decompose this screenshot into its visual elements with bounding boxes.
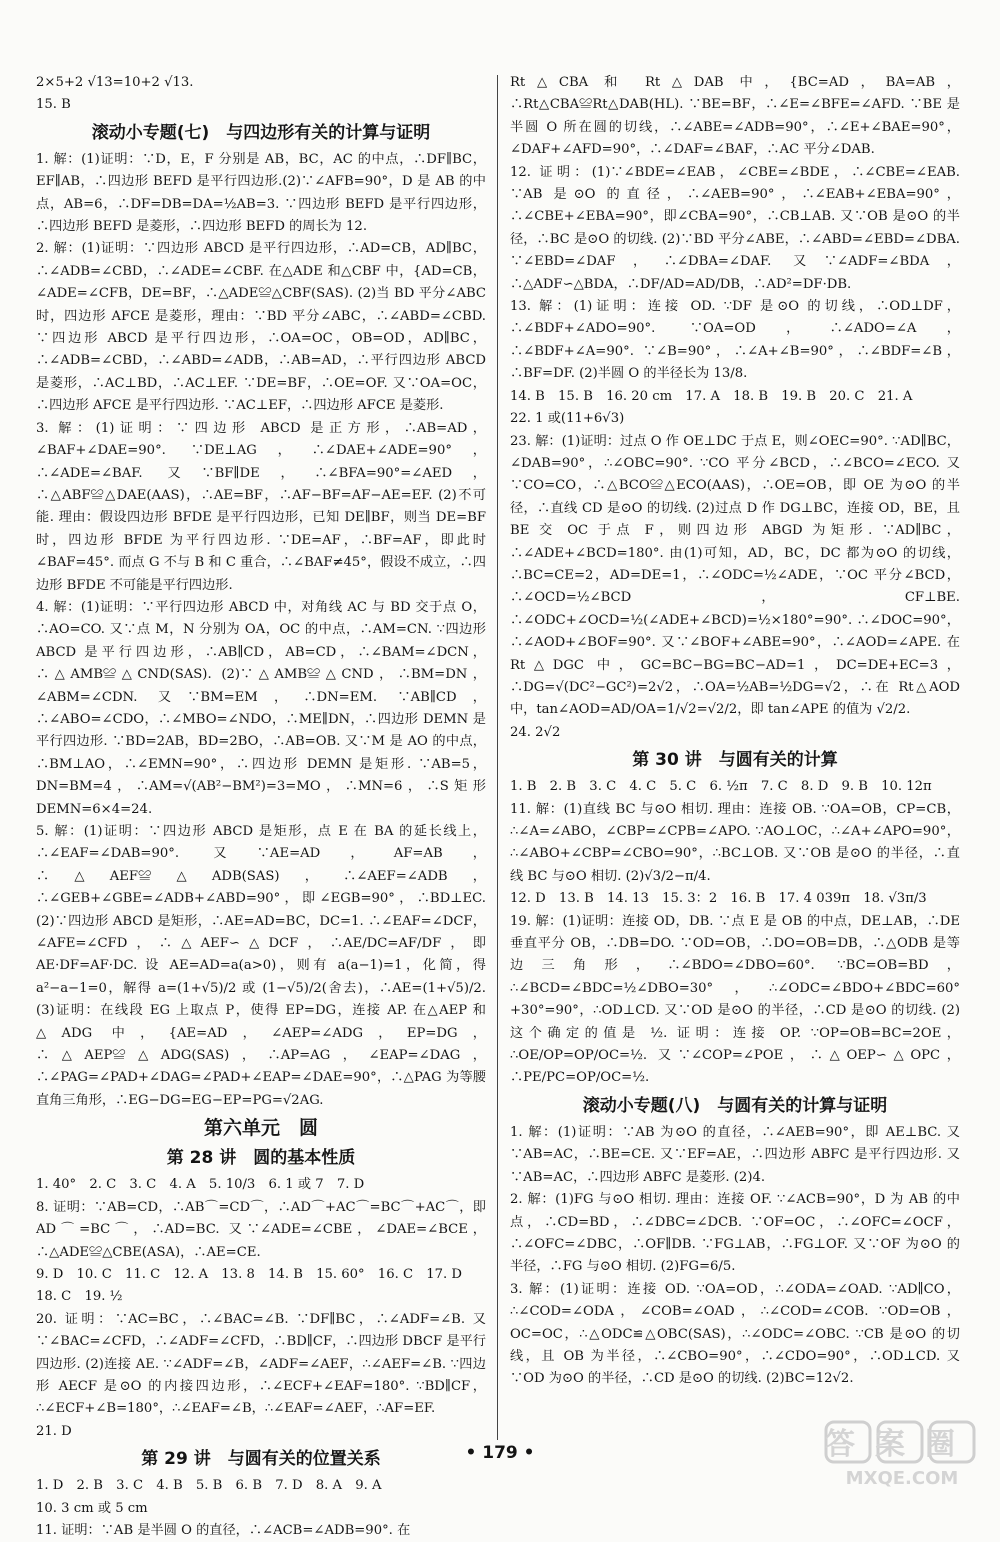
answer-paragraph: 11. 证明：∵AB 是半圆 O 的直径，∴∠ACB=∠ADB=90°. 在 [36, 1522, 411, 1538]
section-heading: 滚动小专题(八) 与圆有关的计算与证明 [582, 1095, 888, 1116]
section-heading: 第 28 讲 圆的基本性质 [166, 1148, 356, 1169]
answer-paragraph: 9. D 10. C 11. C 12. A 13. 8 14. B 15. 60° 16. C 17. D [36, 1266, 462, 1282]
answer-paragraph: 1. 40° 2. C 3. C 4. A 5. 10/3 6. 1 或 7 7. D [36, 1177, 365, 1193]
answer-paragraph: 2. 解：(1)FG 与⊙O 相切. 理由：连接 OF. ∵∠ACB=90°，D 为 AB 的中点，∴CD=BD，∴∠DBC=∠DCB. ∵OF=OC，∴∠OFC=∠OCF，∴∠OFC=∠DBC，∴OF∥DB. ∵FG⊥AB，∴FG⊥OF. 又∵OF 为⊙O 的半径，∴FG 与⊙O 相切. (2)FG=6/5. [510, 1192, 960, 1275]
watermark-url: MXQE.COM [845, 1468, 959, 1489]
answer-paragraph: 12. D 13. B 14. 13 15. 3：2 16. B 17. 4 039π 18. √3π/3 [510, 891, 927, 907]
column-divider [497, 75, 498, 1440]
answer-paragraph: 18. C 19. ½ [36, 1289, 123, 1305]
answer-paragraph: 11. 解：(1)直线 BC 与⊙O 相切. 理由：连接 OB. ∵OA=OB，CP=CB，∴∠A=∠ABO，∠CBP=∠CPB=∠APO. ∵AO⊥OC，∴∠A+∠APO=90°，∴∠ABO+∠CBP=∠CBO=90°，∴BC⊥OB. 又∵OB 是⊙O 的半径，∴直线 BC 与⊙O 相切. (2)√3/2−π/4. [510, 801, 960, 884]
answer-paragraph: 21. D [36, 1423, 72, 1439]
page-number: • 179 • [465, 1443, 535, 1463]
answer-paragraph: 12. 证明：(1)∵∠BDE=∠EAB，∠CBE=∠BDE，∴∠CBE=∠EAB. ∵AB 是⊙O 的直径，∴∠AEB=90°，∴∠EAB+∠EBA=90°，∴∠CBE+∠EBA=90°，即∠CBA=90°，∴CB⊥AB. 又∵OB 是⊙O 的半径，∴BC 是⊙O 的切线. (2)∵BD 平分∠ABE，∴∠ABD=∠EBD=∠DBA. ∵∠EBD=∠DAF，∴∠DBA=∠DAF. 又∵∠ADF=∠BDA，∴△ADF∽△BDA，∴DF/AD=AD/DB，∴AD²=DF·DB. [510, 164, 960, 292]
section-heading: 第 30 讲 与圆有关的计算 [632, 750, 838, 771]
answer-paragraph: 23. 解：(1)证明：过点 O 作 OE⊥DC 于点 E，则∠OEC=90°. ∵AD∥BC，∠DAB=90°，∴∠OBC=90°. ∵CO 平分∠BCD，∴∠BCO=∠ECO. 又∵CO=CO，∴△BCO≌△ECO(AAS)，∴OE=OB，即 OE 为⊙O 的半径，∴直线 CD 是⊙O 的切线. (2)过点 D 作 DG⊥BC，连接 OD，BE，且 BE 交 OC 于点 F，则四边形 ABGD 为矩形. ∵AD∥BC，∴∠ADE+∠BCD=180°. 由(1)可知，AD，BC，DC 都为⊙O 的切线，∴BC=CE=2，AD=DE=1，∴∠ODC=½∠ADE，∵OC 平分∠BCD，∴∠OCD=½∠BCD，CF⊥BE. ∴∠ODC+∠OCD=½(∠ADE+∠BCD)=½×180°=90°. ∴∠DOC=90°，∴∠AOD+∠BOF=90°. 又∵∠BOF+∠ABE=90°，∴∠AOD=∠APE. 在 Rt△DGC 中，GC=BC−BG=BC−AD=1，DC=DE+EC=3，∴DG=√(DC²−GC²)=2√2，∴OA=½AB=½DG=√2，∴在 Rt△AOD 中，tan∠AOD=AD/OA=1/√2=√2/2，即 tan∠APE 的值为 √2/2. [510, 433, 960, 718]
section-heading: 滚动小专题(七) 与四边形有关的计算与证明 [91, 122, 431, 143]
answer-paragraph: 1. D 2. B 3. C 4. B 5. B 6. B 7. D 8. A 9. A [36, 1478, 382, 1494]
answer-paragraph: 4. 解：(1)证明：∵平行四边形 ABCD 中，对角线 AC 与 BD 交于点 O，∴AO=CO. 又∵点 M，N 分别为 OA，OC 的中点，∴AM=CN. ∵四边形 ABCD 是平行四边形，∴AB∥CD，AB=CD，∴∠BAM=∠DCN，∴△AMB≌△CND(SAS). (2)∵△AMB≌△CND，∴BM=DN，∠ABM=∠CDN. 又∵BM=EM，∴DN=EM. ∵AB∥CD，∴∠ABO=∠CDO，∴∠MBO=∠NDO，∴ME∥DN，∴四边形 DEMN 是平行四边形. ∵BD=2AB，BD=2BO，∴AB=OB. 又∵M 是 AO 的中点，∴BM⊥AO，∴∠EMN=90°，∴四边形 DEMN 是矩形. ∵AB=5，DN=BM=4，∴AM=√(AB²−BM²)=3=MO，∴MN=6，∴S矩形DEMN=6×4=24. [36, 599, 486, 817]
answer-paragraph: 22. 1 或(11+6√3) [510, 411, 625, 427]
answer-paragraph: 3. 解：(1)证明：∵四边形 ABCD 是正方形，∴AB=AD，∠BAF+∠DAE=90°. ∵DE⊥AG，∴∠DAE+∠ADE=90°，∴∠ADE=∠BAF. 又∵BF∥DE，∴∠BFA=90°=∠AED，∴△ABF≌△DAE(AAS)，∴AE=BF，∴AF−BF=AF−AE=EF. (2)不可能. 理由：假设四边形 BFDE 是平行四边形，已知 DE∥BF，则当 DE=BF 时，四边形 BFDE 为平行四边形. ∵DE=AF，∴BF=AF，即此时∠BAF=45°. 而点 G 不与 B 和 C 重合，∴∠BAF≠45°，假设不成立，∴四边形 BFDE 不可能是平行四边形. [36, 420, 486, 593]
answer-paragraph: 24. 2√2 [510, 724, 561, 740]
answer-paragraph: 1. 解：(1)证明：∵D，E，F 分别是 AB，BC，AC 的中点，∴DF∥BC，EF∥AB，∴四边形 BEFD 是平行四边形.(2)∵∠AFB=90°，D 是 AB 的中点，AB=6，∴DF=DB=DA=½AB=3. ∵四边形 BEFD 是平行四边形，∴四边形 BEFD 是菱形，∴四边形 BEFD 的周长为 12. [36, 151, 486, 235]
watermark-text: 答案圈 [825, 1427, 975, 1462]
section-heading: 第 29 讲 与圆有关的位置关系 [141, 1449, 381, 1470]
answer-paragraph: Rt△CBA 和 Rt△DAB 中，{BC=AD，BA=AB，∴Rt△CBA≌Rt△DAB(HL). ∵BE=BF，∴∠E=∠BFE=∠AFD. ∵BE 是半圆 O 所在圆的切线，∴∠ABE=∠ADB=90°，∴∠E+∠BAE=90°，∠DAF+∠AFD=90°，∴∠DAF=∠BAF，∴AC 平分∠DAB. [510, 75, 960, 158]
answer-paragraph: 2×5+2 √13=10+2 √13. [36, 75, 194, 90]
right-column [510, 72, 960, 1442]
answer-paragraph: 1. B 2. B 3. C 4. C 5. C 6. ½π 7. C 8. D 9. B 10. 12π [510, 779, 932, 795]
answer-paragraph: 3. 解：(1)证明：连接 OD. ∵OA=OD，∴∠ODA=∠OAD. ∵AD∥CO，∴∠COD=∠ODA，∠COB=∠OAD，∴∠COD=∠COB. ∵OD=OB，OC=OC，∴△ODC≌△OBC(SAS)，∴∠ODC=∠OBC. ∵CB 是⊙O 的切线，且 OB 为半径，∴∠CBO=90°，∴∠CDO=90°，∴OD⊥CD. 又∵OD 为⊙O 的半径，∴CD 是⊙O 的切线. (2)BC=12√2. [510, 1281, 960, 1387]
answer-paragraph: 13. 解：(1)证明：连接 OD. ∵DF 是⊙O 的切线，∴OD⊥DF，∴∠BDF+∠ADO=90°. ∵OA=OD，∴∠ADO=∠A，∴∠BDF+∠A=90°. ∵∠B=90°，∴∠A+∠B=90°，∴∠BDF=∠B，∴BF=DF. (2)半圆 O 的半径长为 13/8. [510, 299, 960, 382]
answer-paragraph: 14. B 15. B 16. 20 cm 17. A 18. B 19. B 20. C 21. A [510, 388, 913, 404]
answer-paragraph: 5. 解：(1)证明：∵四边形 ABCD 是矩形，点 E 在 BA 的延长线上，∴∠EAF=∠DAB=90°. 又∵AE=AD，AF=AB，∴△AEF≌△ADB(SAS)，∴∠AEF=∠ADB，∴∠GEB+∠GBE=∠ADB+∠ABD=90°，即∠EGB=90°，∴BD⊥EC. (2)∵四边形 ABCD 是矩形，∴AE=AD=BC，DC=1. ∴∠EAF=∠DCF，∠AFE=∠CFD，∴△AEF∽△DCF，∴AE/DC=AF/DF，即 AE·DF=AF·DC. 设 AE=AD=a(a>0)，则有 a(a−1)=1，化简，得 a²−a−1=0，解得 a=(1+√5)/2 或 (1−√5)/2(舍去)，∴AE=(1+√5)/2. (3)证明：在线段 EG 上取点 P，使得 EP=DG，连接 AP. 在△AEP 和△ADG 中，{AE=AD，∠AEP=∠ADG，EP=DG，∴△AEP≌△ADG(SAS)，∴AP=AG，∠EAP=∠DAG，∴∠PAG=∠PAD+∠DAG=∠PAD+∠EAP=∠DAE=90°，∴△PAG 为等腰直角三角形，∴EG−DG=EG−EP=PG=√2AG. [36, 824, 486, 1108]
answer-paragraph: 2. 解：(1)证明：∵四边形 ABCD 是平行四边形，∴AD=CB，AD∥BC，∴∠ADB=∠CBD，∴∠ADE=∠CBF. 在△ADE 和△CBF 中，{AD=CB，∠ADE=∠CFB，DE=BF，∴△ADE≌△CBF(SAS). (2)当 BD 平分∠ABC 时，四边形 AFCE 是菱形，理由：∵BD 平分∠ABC，∴∠ABD=∠CBD. ∵四边形 ABCD 是平行四边形，∴OA=OC，OB=OD，AD∥BC，∴∠ADB=∠CBD，∴∠ABD=∠ADB，∴AB=AD，∴平行四边形 ABCD 是菱形，∴AC⊥BD，∴AC⊥EF. ∵DE=BF，∴OE=OF. 又∵OA=OC，∴四边形 AFCE 是平行四边形. ∵AC⊥EF，∴四边形 AFCE 是菱形. [36, 241, 486, 414]
answer-paragraph: 19. 解：(1)证明：连接 OD，DB. ∵点 E 是 OB 的中点，DE⊥AB，∴DE 垂直平分 OB，∴DB=DO. ∵OD=OB，∴DO=OB=DB，∴△ODB 是等边三角形，∴∠BDO=∠DBO=60°. ∵BC=OB=BD，∴∠BCD=∠BDC=½∠DBO=30°，∴∠ODC=∠BDO+∠BDC=60°+30°=90°，∴OD⊥CD. 又∵OD 是⊙O 的半径，∴CD 是⊙O 的切线. (2)这个确定的值是 ½. 证明：连接 OP. ∵OP=OB=BC=2OE，∴OE/OP=OP/OC=½. 又∵∠COP=∠POE，∴△OEP∽△OPC，∴PE/PC=OP/OC=½. [510, 913, 960, 1086]
answer-paragraph: 8. 证明：∵AB=CD，∴AB⌒=CD⌒，∴AD⌒+AC⌒=BC⌒+AC⌒，即 AD⌒=BC⌒，∴AD=BC. 又∵∠ADE=∠CBE，∠DAE=∠BCE，∴△ADE≌△CBE(ASA)，∴AE=CE. [36, 1199, 486, 1260]
watermark-graphic [822, 1418, 982, 1490]
watermark-logo [822, 1418, 982, 1490]
answer-paragraph: 15. B [36, 97, 71, 113]
answer-paragraph: 1. 解：(1)证明：∵AB 为⊙O 的直径，∴∠AEB=90°，即 AE⊥BC. 又∵AB=AC，∴BE=CE. 又∵EF=AE，∴四边形 ABFC 是平行四边形. 又∵AB=AC，∴四边形 ABFC 是菱形. (2)4. [510, 1124, 960, 1185]
section-heading: 第六单元 圆 [203, 1117, 318, 1140]
answer-paragraph: 20. 证明：∵AC=BC，∴∠BAC=∠B. ∵DF∥BC，∴∠ADF=∠B. 又∵∠BAC=∠CFD，∴∠ADF=∠CFD，∴BD∥CF，∴四边形 DBCF 是平行四边形. (2)连接 AE. ∵∠ADF=∠B，∠ADF=∠AEF，∴∠AEF=∠B. ∵四边形 AECF 是⊙O 的内接四边形，∴∠ECF+∠EAF=180°. ∵BD∥CF，∴∠ECF+∠B=180°，∴∠EAF=∠B，∴∠EAF=∠AEF，∴AF=EF. [36, 1311, 486, 1417]
answer-paragraph: 10. 3 cm 或 5 cm [36, 1500, 148, 1516]
left-column [36, 72, 486, 1538]
